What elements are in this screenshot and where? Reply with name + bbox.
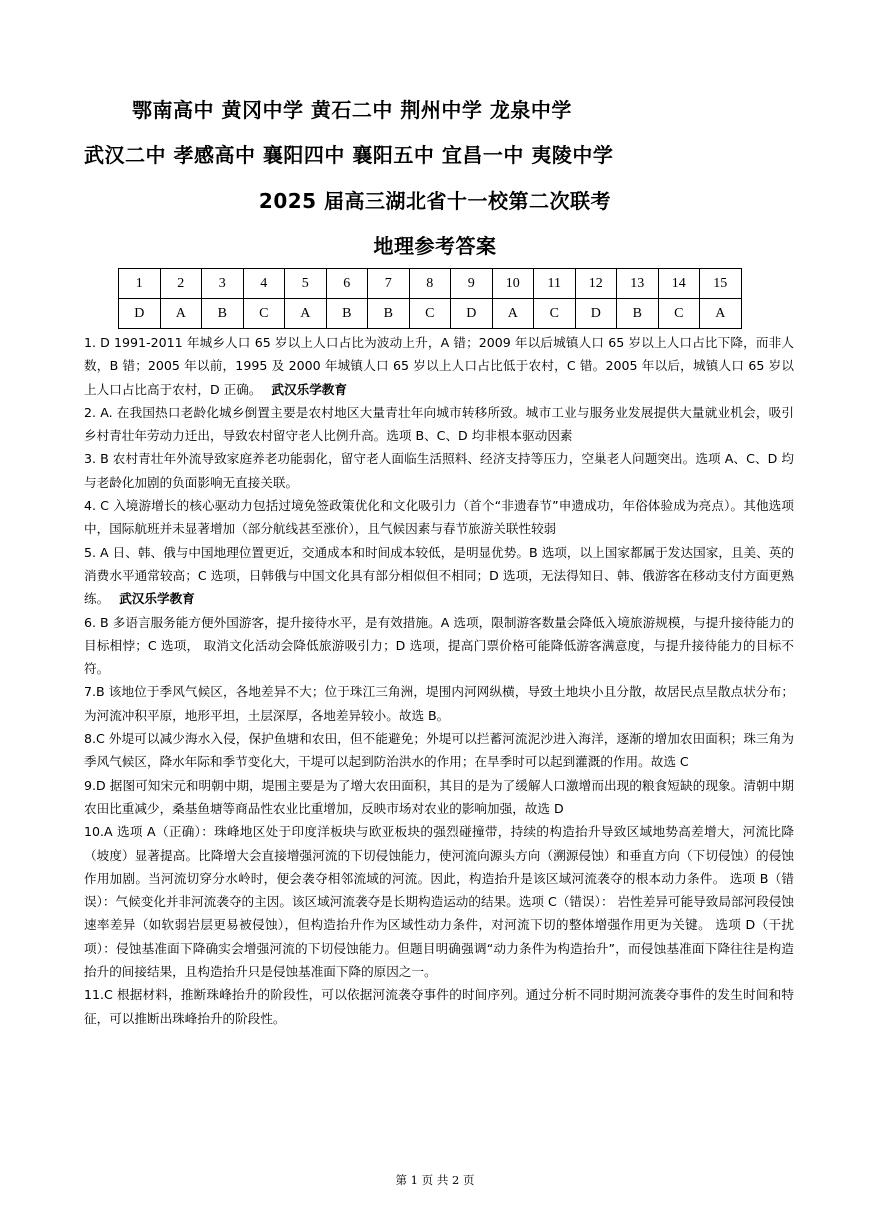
answer-cell: A (700, 299, 742, 329)
schools-line-2: 武汉二中 孝感高中 襄阳四中 襄阳五中 宜昌一中 夷陵中学 (84, 143, 614, 167)
explanations (84, 331, 794, 1030)
subject-title: 地理参考答案 (373, 234, 497, 258)
question-number-cell: 1 (119, 269, 161, 299)
explanation-paragraph (84, 983, 794, 1030)
explanation-paragraph (84, 820, 794, 983)
explanation-paragraph (84, 611, 794, 681)
answer-cell: B (326, 299, 368, 329)
page-footer: 第 1 页 共 2 页 (395, 1173, 475, 1187)
answer-cell: C (409, 299, 451, 329)
explanation-text: 11.C 根据材料，推断珠峰抬升的阶段性，可以依据河流袭夺事件的时间序列。通过分析不同时期河流袭夺事件的发生时间和特征，可以推断出珠峰抬升的阶段性。 (84, 987, 794, 1026)
explanation-text: 1. D 1991-2011 年城乡人口 65 岁以上人口占比为波动上升，A 错；2009 年以后城镇人口 65 岁以上人口占比下降，而非人数，B 错；2005 年以前，1995 及 2000 年城镇人口 65 岁以上人口占比低于农村，C 错。2005 年以后，城镇人口 65 岁以上人口占比高于农村，D 正确。 (84, 335, 794, 397)
answer-table (118, 268, 742, 329)
answer-cell: D (119, 299, 161, 329)
schools-line-1: 鄂南高中 黄冈中学 黄石二中 荆州中学 龙泉中学 (132, 98, 572, 122)
question-number-cell: 14 (658, 269, 700, 299)
watermark-text: 武汉乐学教育 (119, 591, 195, 607)
answer-cell: B (202, 299, 244, 329)
question-number-cell: 11 (534, 269, 576, 299)
exam-title: 2025 届高三湖北省十一校第二次联考 (258, 189, 612, 213)
question-number-cell: 12 (575, 269, 617, 299)
question-number-cell: 3 (202, 269, 244, 299)
question-number-cell: 10 (492, 269, 534, 299)
explanation-text: 4. C 入境游增长的核心驱动力包括过境免签政策优化和文化吸引力（首个“非遗春节”申遗成功，年俗体验成为亮点）。其他选项中，国际航班并未显著增加（部分航线甚至涨价），且气候因素与春节旅游关联性较弱 (84, 498, 794, 537)
answer-cell: B (368, 299, 410, 329)
question-number-cell: 15 (700, 269, 742, 299)
explanation-text: 9.D 据图可知宋元和明朝中期，堤围主要是为了增大农田面积，其目的是为了缓解人口激增而出现的粮食短缺的现象。清朝中期农田比重减少，桑基鱼塘等商品性农业比重增加，反映市场对农业的影响加强，故选 D (84, 777, 794, 816)
explanation-paragraph (84, 494, 794, 541)
explanation-paragraph (84, 541, 794, 611)
answer-cell: D (575, 299, 617, 329)
explanation-paragraph (84, 774, 794, 821)
answer-cell: C (243, 299, 285, 329)
explanation-text: 10.A 选项 A（正确）：珠峰地区处于印度洋板块与欧亚板块的强烈碰撞带，持续的构造抬升导致区域地势高差增大，河流比降（坡度）显著提高。比降增大会直接增强河流的下切侵蚀能力，使河流向源头方向（溯源侵蚀）和垂直方向（下切侵蚀）的侵蚀作用加剧。当河流切穿分水岭时，便会袭夺相邻流域的河流。因此，构造抬升是该区域河流袭夺的根本动力条件。 选项 B（错误）：气候变化并非河流袭夺的主因。该区域河流袭夺是长期构造运动的结果。选项 C（错误）： 岩性差异可能导致局部河段侵蚀速率差异（如软弱岩层更易被侵蚀），但构造抬升作为区域性动力条件，对河流下切的整体增强作用更为关键。 选项 D（干扰项）：侵蚀基准面下降确实会增强河流的下切侵蚀能力。但题目明确强调“动力条件为构造抬升”，而侵蚀基准面下降往往是构造抬升的间接结果，且构造抬升只是侵蚀基准面下降的原因之一。 (84, 824, 794, 980)
answer-cell: A (160, 299, 202, 329)
question-number-cell: 8 (409, 269, 451, 299)
question-number-cell: 6 (326, 269, 368, 299)
answer-cell: A (285, 299, 327, 329)
answer-cell: C (534, 299, 576, 329)
explanation-text: 3. B 农村青壮年外流导致家庭养老功能弱化，留守老人面临生活照料、经济支持等压力，空巢老人问题突出。选项 A、C、D 均与老龄化加剧的负面影响无直接关联。 (84, 451, 794, 490)
question-number-cell: 2 (160, 269, 202, 299)
question-number-cell: 13 (617, 269, 659, 299)
question-number-cell: 4 (243, 269, 285, 299)
explanation-paragraph (84, 447, 794, 494)
explanation-paragraph (84, 331, 794, 401)
explanation-paragraph (84, 727, 794, 774)
question-number-row (119, 269, 742, 299)
explanation-text: 8.C 外堤可以减少海水入侵，保护鱼塘和农田，但不能避免；外堤可以拦蓄河流泥沙进入海洋，逐渐的增加农田面积；珠三角为季风气候区，降水年际和季节变化大，干堤可以起到防治洪水的作用；在旱季时可以起到灌溉的作用。故选 C (84, 731, 794, 770)
explanation-paragraph (84, 680, 794, 727)
question-number-cell: 5 (285, 269, 327, 299)
explanation-text: 2. A. 在我国热口老龄化城乡倒置主要是农村地区大量青壮年向城市转移所致。城市工业与服务业发展提供大量就业机会，吸引乡村青壮年劳动力迁出，导致农村留守老人比例升高。选项 B、C、D 均非根本驱动因素 (84, 404, 794, 444)
explanation-text: 7.B 该地位于季风气候区，各地差异不大；位于珠江三角洲，堤围内河网纵横，导致土地块小且分散，故居民点呈散点状分布；为河流冲积平原，地形平坦，土层深厚，各地差异较小。故选 B。 (84, 684, 794, 723)
question-number-cell: 9 (451, 269, 493, 299)
answer-cell: A (492, 299, 534, 329)
explanation-text: 5. A 日、韩、俄与中国地理位置更近，交通成本和时间成本较低，是明显优势。B 选项，以上国家都属于发达国家，且美、英的消费水平通常较高；C 选项，日韩俄与中国文化具有部分相似但不相同；D 选项，无法得知日、韩、俄游客在移动支付方面更熟练。 (84, 544, 794, 607)
question-number-cell: 7 (368, 269, 410, 299)
answer-cell: C (658, 299, 700, 329)
explanation-paragraph (84, 401, 794, 448)
answer-row (119, 299, 742, 329)
watermark-text: 武汉乐学教育 (271, 381, 347, 397)
explanation-text: 6. B 多语言服务能方便外国游客，提升接待水平，是有效措施。A 选项，限制游客数量会降低入境旅游规模，与提升接待能力的目标相悖；C 选项， 取消文化活动会降低旅游吸引力；D 选项，提高门票价格可能降低游客满意度，与提升接待能力的目标不符。 (84, 614, 794, 677)
answer-cell: B (617, 299, 659, 329)
answer-cell: D (451, 299, 493, 329)
